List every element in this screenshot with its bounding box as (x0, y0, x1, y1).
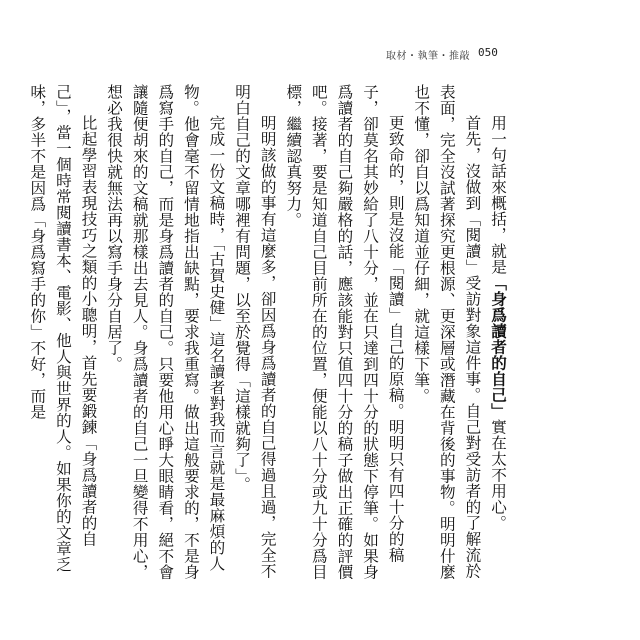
paragraph-1 (484, 84, 511, 584)
paragraph-5 (101, 84, 229, 584)
text-span: 明明該做的事有這麼多，卻因爲身爲讀者的自己得過且過，完全不明白自己的文章哪裡有問題，以至於覺得「這樣就夠了」。 (233, 84, 277, 580)
paragraph-4 (228, 84, 279, 584)
paragraph-6 (24, 84, 101, 584)
text-span: 更致命的，則是沒能「閱讀」自己的原稿。明明只有四十分的稿子，卻莫名其妙給了八十分，並在只達到四十分的狀態下停筆。如果身爲讀者的自己夠嚴格的話，應該能對只值四十分的稿子做出正確的評價吧。接著，要是知道自己目前所在的位置，便能以八十分或九十分爲目標，繼續認真努力。 (284, 84, 405, 580)
running-head: 取材・執筆・推敲 (386, 51, 470, 62)
text-span: 比起學習表現技巧之類的小聰明，首先要鍛鍊「身爲讀者的自己」，當一個時常閱讀書本、電影、他人與世界的人。如果你的文章乏味，多半不是因爲「身爲寫手的你」不好，而是 (28, 84, 98, 573)
page-number: 050 (478, 46, 498, 59)
body-text (0, 84, 511, 584)
text-span: 實在太不用心。 (489, 419, 507, 532)
paragraph-2 (408, 84, 485, 584)
paragraph-3 (280, 84, 408, 584)
text-span: 完成一份文稿時，「古賀史健」這名讀者對我而言就是最麻煩的人物。他會毫不留情地指出缺點，要求我重寫。做出這般要求的，不是身爲寫手的自己，而是身爲讀者的自己。只要他用心睜大眼睛看，絕不會讓隨便胡來的文稿就那樣出去見人。身爲讀者的自己一旦變得不用心，想必我很快就無法再以寫手身分自居了。 (105, 84, 226, 580)
emphasis-text: 「身爲讀者的自己」 (489, 275, 508, 420)
text-span: 用一句話來概括，就是 (489, 115, 507, 276)
text-span: 首先，沒做到「閱讀」受訪對象這件事。自己對受訪者的了解流於表面，完全沒試著探究更根源、更深層或潛藏在背後的事物。明明什麼也不懂，卻自以爲知道並仔細，就這樣下筆。 (412, 84, 482, 580)
